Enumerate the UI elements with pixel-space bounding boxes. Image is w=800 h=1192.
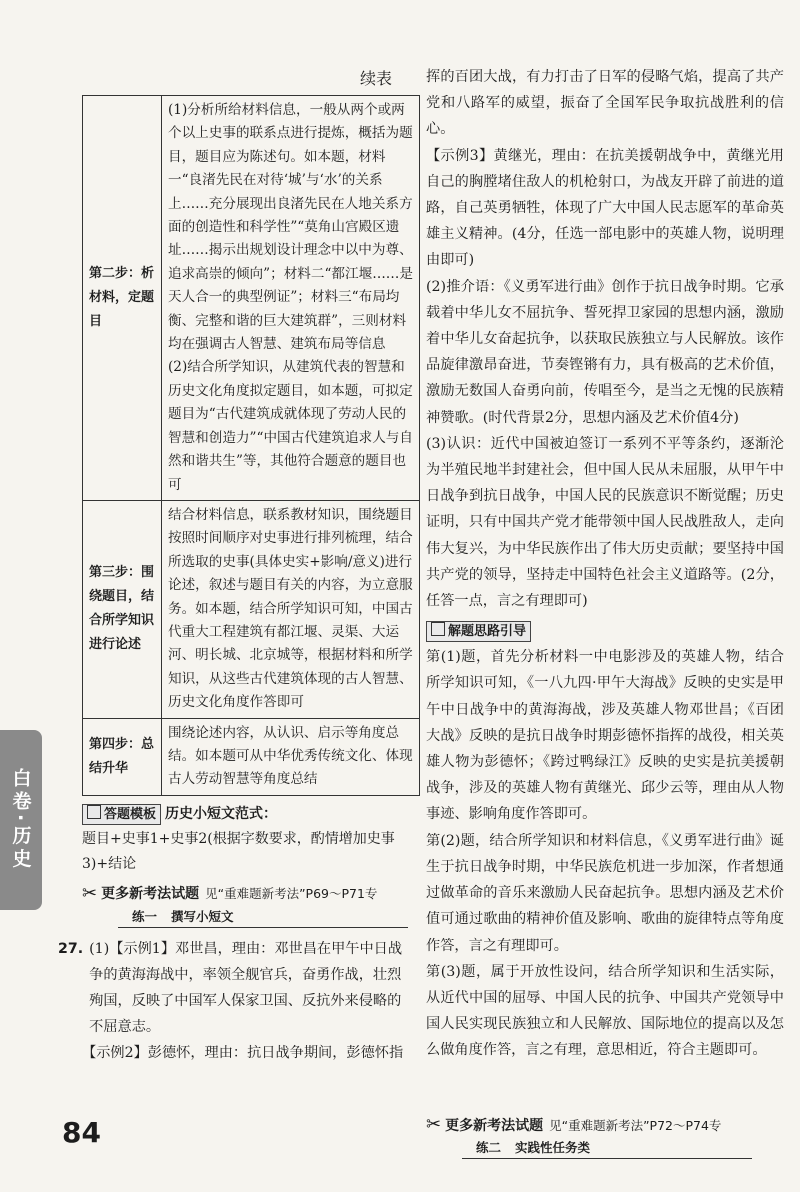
- hint-header: [426, 620, 784, 642]
- step-body: [162, 718, 420, 795]
- step-name: 第三步：围绕题目，结合所学知识进行论述: [83, 500, 162, 718]
- step-body: [162, 96, 420, 501]
- answer-paragraph: (1)【示例1】邓世昌，理由：邓世昌在甲午中日战争的黄海海战中，率领全舰官兵，奋勇作战，壮烈殉国，反映了中国军人保家卫国、反抗外来侵略的不屈意志。: [89, 940, 403, 1035]
- step-paragraph: 结合材料信息，联系教材知识，围绕题目按照时间顺序对史事进行排列梳理，结合所选取的史事(具体史实+影响/意义)进行论述，叙述与题目有关的内容，为立意服务。如本题，结合所学知识可知，中国古代重大工程建筑有都江堰、灵渠、大运河、明长城、北京城等，根据材料和所学知识，从这些古代建筑体现的古人智慧、历史文化角度作答即可: [168, 506, 413, 711]
- practice-no: 练一: [132, 908, 158, 924]
- step-name: 第二步：析材料，定题目: [83, 96, 162, 501]
- template-title: 历史小短文范式：: [165, 805, 278, 822]
- answer-paragraph: 挥的百团大战，有力打击了日军的侵略气焰，提高了共产党和八路军的威望，振奋了全国军民争取抗战胜利的信心。: [426, 69, 784, 138]
- practice-label: [118, 907, 408, 928]
- step-row: [83, 718, 420, 795]
- hint-paragraph: 第(3)题，属于开放性设问，结合所学知识和生活实际，从近代中国的屈辱、中国人民的抗争、中国共产党领导中国人民实现民族独立和人民解放、国际地位的提高以及怎么做角度作答，言之有理，意思相近，符合主题即可。: [426, 963, 784, 1059]
- page-number: 84: [62, 1116, 101, 1149]
- more-title: 更多新考法试题: [445, 1117, 544, 1134]
- more-questions-bar: [426, 1114, 784, 1135]
- more-questions-bar: [82, 883, 410, 904]
- step-row: [83, 96, 420, 501]
- step-name: 第四步：总结升华: [83, 718, 162, 795]
- paperclip-icon: ✂: [82, 882, 98, 904]
- practice-label: [462, 1138, 752, 1159]
- continued-label: 续表: [359, 69, 392, 88]
- answer-paragraph: 【示例3】黄继光，理由：在抗美援朝战争中，黄继光用自己的胸膛堵住敌人的机枪射口，为战友开辟了前进的道路，自己英勇牺牲，体现了广大中国人民志愿军的革命英雄主义精神。(4分，任选一部电影中的英雄人物，说明理由即可): [426, 147, 784, 269]
- answer-paragraph: 【示例2】彭德怀，理由：抗日战争期间，彭德怀指: [82, 1044, 404, 1061]
- book-icon: [87, 805, 101, 819]
- step-body: [162, 500, 420, 718]
- hint-paragraph: 第(1)题，首先分析材料一中电影涉及的英雄人物，结合所学知识可知，《一八九四·甲午大海战》反映的史实是甲午中日战争中的黄海海战，涉及英雄人物邓世昌；《百团大战》反映的是抗日战争时期彭德怀指挥的战役，相关英雄人物为彭德怀；《跨过鸭绿江》反映的史实是抗美援朝战争，涉及的英雄人物有黄继光、邱少云等，理由从人物事迹、影响角度作答即可。: [426, 649, 784, 823]
- step-paragraph: 围绕论述内容，从认识、启示等角度总结。如本题可从中华优秀传统文化、体现古人劳动智慧等角度总结: [168, 724, 413, 788]
- answer-paragraph: (3)认识：近代中国被迫签订一系列不平等条约，逐渐沦为半殖民地半封建社会，但中国人民从未屈服，从甲午中日战争到抗日战争，中国人民的民族意识不断觉醒；历史证明，只有中国共产党才能带领中国人民战胜敌人，走向伟大复兴，为中华民族作出了伟大历史贡献；要坚持中国共产党的领导，坚持走中国特色社会主义道路等。(2分，任答一点，言之有理即可): [426, 435, 784, 610]
- more-questions-bar-2: [426, 1108, 784, 1159]
- more-ref: 见“重难题新考法”P69～P71专: [205, 886, 378, 902]
- side-tab: [0, 730, 42, 910]
- question-27: [58, 936, 410, 1066]
- practice-no: 练二: [476, 1140, 502, 1155]
- answer-paragraph: (2)推介语：《义勇军进行曲》创作于抗日战争时期。它承载着中华儿女不屈抗争、誓死捍卫家园的思想内涵，激励着中华儿女奋起抗争，以获取民族独立与人民解放。该作品旋律激昂奋进，节奏铿锵有力，具有极高的艺术价值，激励无数国人奋勇向前，传唱至今，是当之无愧的民族精神赞歌。(时代背景2分，思想内涵及艺术价值4分): [426, 278, 784, 426]
- step-paragraph: (2)结合所学知识，从建筑代表的智慧和历史文化角度拟定题目，如本题，可拟定题目为“古代建筑成就体现了劳动人民的智慧和创造力”“中国古代建筑追求人与自然和谐共生”等，其他符合题意的题目也可: [168, 359, 413, 493]
- steps-table: [82, 95, 420, 796]
- template-text: 题目+史事1+史事2(根据字数要求，酌情增加史事3)+结论: [82, 830, 395, 872]
- hint-tag-label: 解题思路引导: [448, 624, 527, 640]
- question-number: 27.: [58, 940, 84, 957]
- paperclip-icon: ✂: [426, 1114, 442, 1135]
- more-title: 更多新考法试题: [101, 886, 200, 903]
- answer-template: [82, 802, 410, 877]
- step-paragraph: (1)分析所给材料信息，一般从两个或两个以上史事的联系点进行提炼，概括为题目，题目应为陈述句。如本题，材料一“良渚先民在对待‘城’与‘水’的关系上……充分展现出良渚先民在人地关系方面的创造性和科学性”“莫角山宫殿区遗址……揭示出规划设计理念中以中为尊、追求高崇的倾向”；材料二“都江堰……是天人合一的典型例证”；材料三“布局均衡、完整和谐的巨大建筑群”，三则材料均在强调古人智慧、建筑布局等信息: [168, 102, 413, 353]
- more-ref: 见“重难题新考法”P72～P74专: [549, 1117, 722, 1133]
- hint-paragraph: 第(2)题，结合所学知识和材料信息，《义勇军进行曲》诞生于抗日战争时期，中华民族危机进一步加深，作者想通过做革命的音乐来激励人民奋起抗争。思想内涵及艺术价值可通过歌曲的精神价值及影响、歌曲的旋律特点等角度作答，言之有理即可。: [426, 832, 784, 954]
- answer-template-tag: [82, 804, 161, 825]
- tag-label: 答题模板: [104, 806, 157, 822]
- pencil-icon: [431, 622, 445, 636]
- right-column: [426, 64, 784, 1064]
- practice-name: 实践性任务类: [515, 1140, 591, 1155]
- hint-tag: [426, 621, 531, 642]
- practice-name: 撰写小短文: [171, 908, 234, 924]
- side-tab-label: 白卷·历史: [9, 768, 32, 872]
- step-row: [83, 500, 420, 718]
- left-column: [58, 66, 413, 1066]
